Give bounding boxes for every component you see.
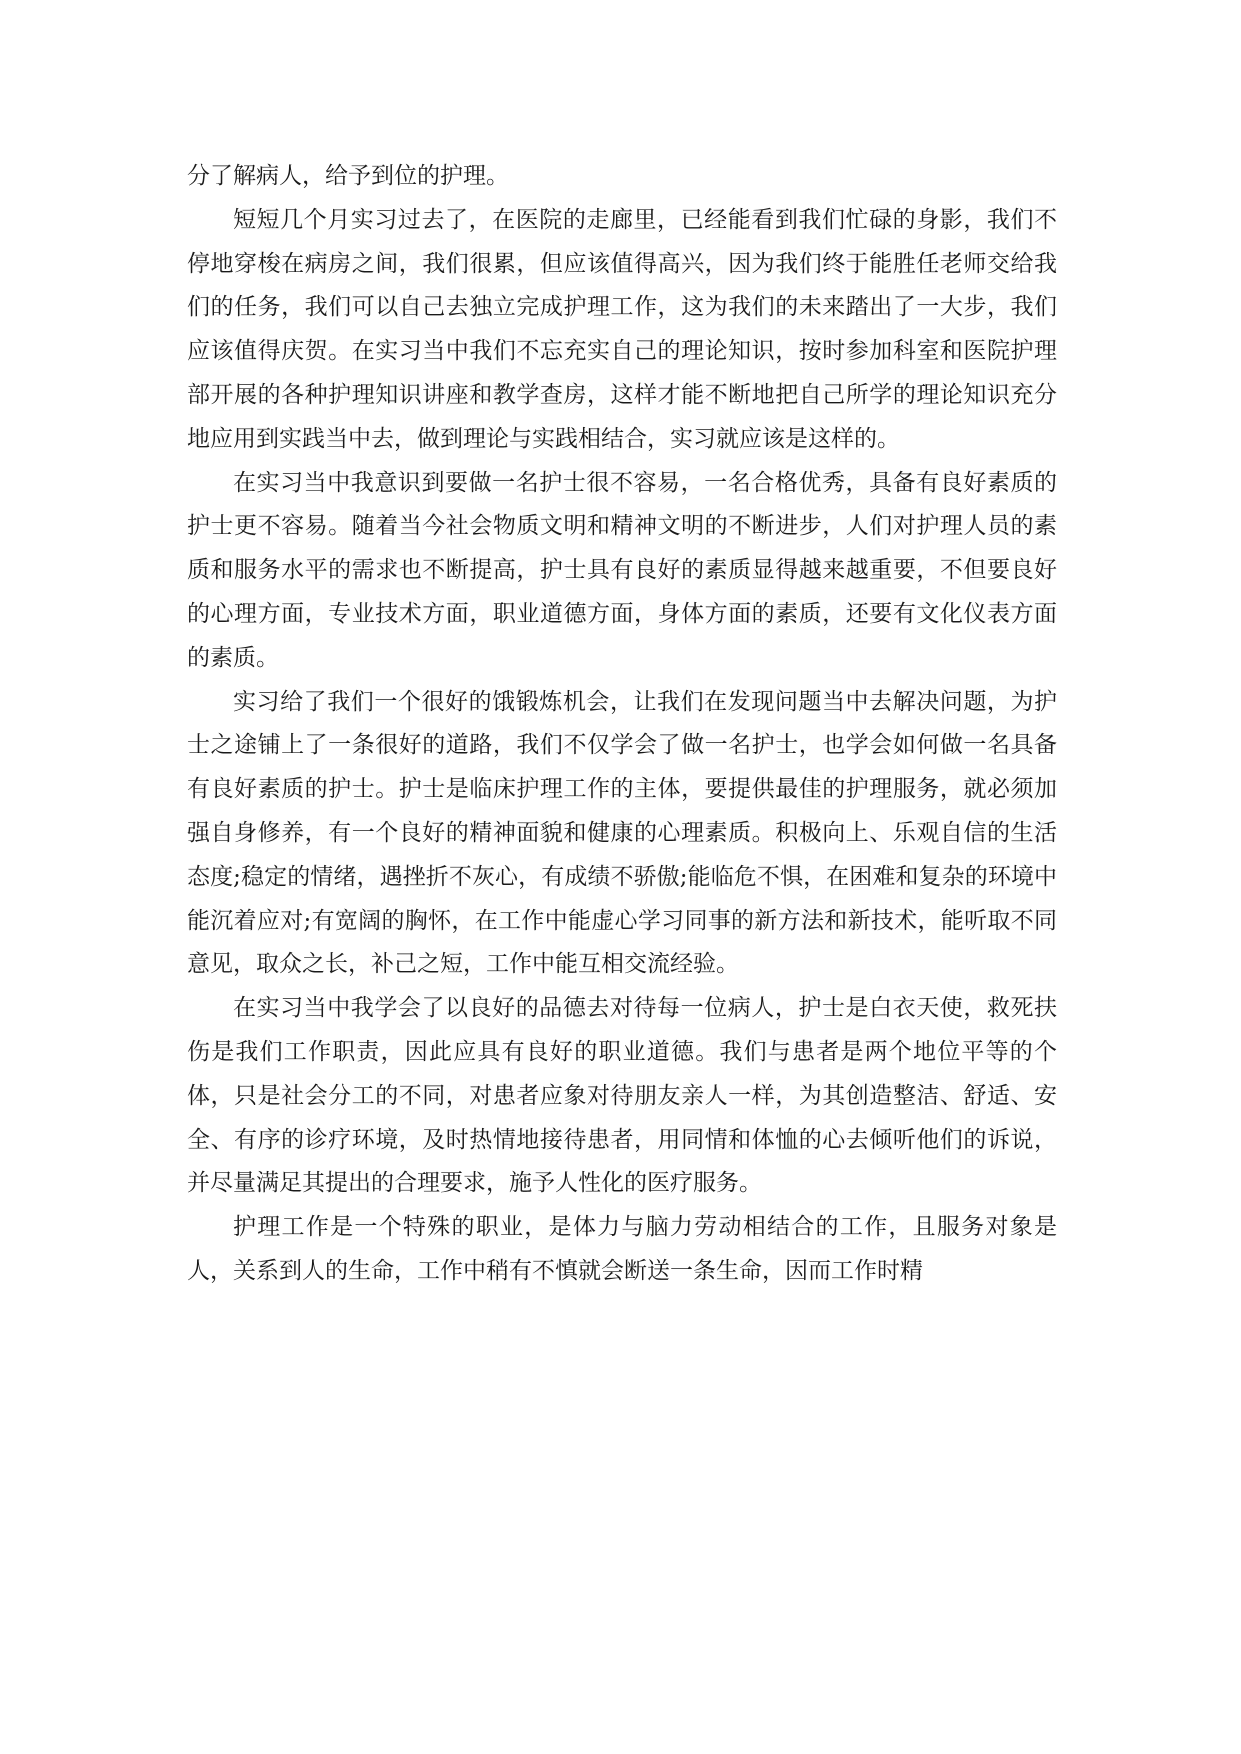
paragraph-5: 在实习当中我学会了以良好的品德去对待每一位病人，护士是白衣天使，救死扶伤是我们工作职责，因此应具有良好的职业道德。我们与患者是两个地位平等的个体，只是社会分工的不同，对患者应象对待朋友亲人一样，为其创造整洁、舒适、安全、有序的诊疗环境，及时热情地接待患者，用同情和体恤的心去倾听他们的诉说，并尽量满足其提出的合理要求，施予人性化的医疗服务。	[187, 995, 1057, 1197]
paragraph-3: 在实习当中我意识到要做一名护士很不容易，一名合格优秀，具备有良好素质的护士更不容易。随着当今社会物质文明和精神文明的不断进步，人们对护理人员的素质和服务水平的需求也不断提高，护士具有良好的素质显得越来越重要，不但要良好的心理方面，专业技术方面，职业道德方面，身体方面的素质，还要有文化仪表方面的素质。	[187, 469, 1057, 671]
paragraph-4: 实习给了我们一个很好的饿锻炼机会，让我们在发现问题当中去解决问题，为护士之途铺上了一条很好的道路，我们不仅学会了做一名护士，也学会如何做一名具备有良好素质的护士。护士是临床护理工作的主体，要提供最佳的护理服务，就必须加强自身修养，有一个良好的精神面貌和健康的心理素质。积极向上、乐观自信的生活态度;稳定的情绪，遇挫折不灰心，有成绩不骄傲;能临危不惧，在困难和复杂的环境中能沉着应对;有宽阔的胸怀，在工作中能虚心学习同事的新方法和新技术，能听取不同意见，取众之长，补己之短，工作中能互相交流经验。	[187, 688, 1057, 978]
paragraph-2: 短短几个月实习过去了，在医院的走廊里，已经能看到我们忙碌的身影，我们不停地穿梭在病房之间，我们很累，但应该值得高兴，因为我们终于能胜任老师交给我们的任务，我们可以自己去独立完成护理工作，这为我们的未来踏出了一大步，我们应该值得庆贺。在实习当中我们不忘充实自己的理论知识，按时参加科室和医院护理部开展的各种护理知识讲座和教学查房，这样才能不断地把自己所学的理论知识充分地应用到实践当中去，做到理论与实践相结合，实习就应该是这样的。	[187, 206, 1057, 452]
paragraph-6: 护理工作是一个特殊的职业，是体力与脑力劳动相结合的工作，且服务对象是人，关系到人的生命，工作中稍有不慎就会断送一条生命，因而工作时精	[187, 1214, 1057, 1284]
document-body	[187, 155, 1057, 1294]
paragraph-1: 分了解病人，给予到位的护理。	[187, 163, 509, 189]
